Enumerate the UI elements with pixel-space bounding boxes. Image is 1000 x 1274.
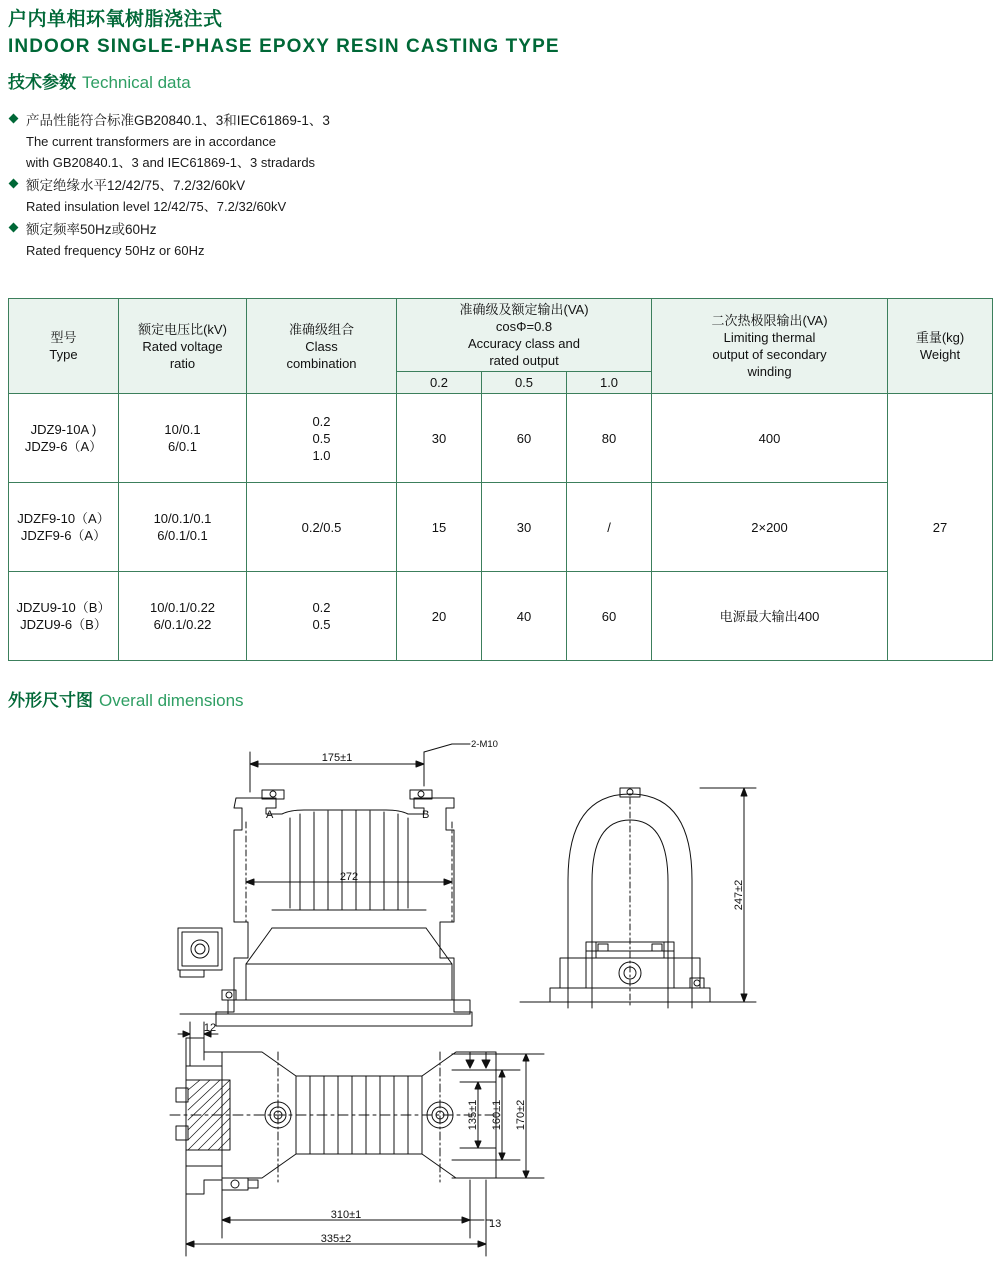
cell-class-line-2: 0.5 xyxy=(312,430,331,446)
cell-output-05: 30 xyxy=(482,483,567,572)
cell-type-line-1: JDZF9-10（A） xyxy=(17,511,110,526)
table-row xyxy=(9,394,993,483)
header-ratio-cn: 额定电压比(kV) xyxy=(138,321,227,337)
header-accuracy-cn: 准确级及额定输出(VA) xyxy=(459,302,589,317)
cell-output-05: 60 xyxy=(482,394,567,483)
dim-text-175: 175±1 xyxy=(321,752,353,764)
header-thermal-en-2: output of secondary xyxy=(712,347,827,362)
cell-class xyxy=(247,572,397,661)
bullet-label-cn: 产品性能符合标准GB20840.1、3和IEC61869-1、3 xyxy=(26,113,330,128)
cell-type xyxy=(9,572,119,661)
dim-text-13: 13 xyxy=(489,1218,502,1230)
header-weight-en: Weight xyxy=(919,347,961,362)
cell-output-10: 60 xyxy=(567,572,652,661)
dim-text-170: 170±2 xyxy=(515,1099,527,1131)
subheader-cell-05: 0.5 xyxy=(482,372,567,394)
header-class-en-1: Class xyxy=(305,338,338,354)
cell-ratio xyxy=(119,483,247,572)
section-heading-dimensions-cn: 外形尺寸图 xyxy=(8,691,93,710)
header-accuracy-en-1: Accuracy class and xyxy=(468,336,580,351)
section-heading-technical-data-cn: 技术参数 xyxy=(8,73,76,92)
page-title-cn: 户内单相环氧树脂浇注式 xyxy=(8,9,223,30)
cell-thermal: 2×200 xyxy=(652,483,888,572)
bullet-label-cn: 额定频率50Hz或60Hz xyxy=(26,222,157,237)
cell-type xyxy=(9,394,119,483)
dim-text-bolt: 2-M10 xyxy=(471,739,498,750)
bullet-item xyxy=(10,110,710,173)
header-thermal-en-3: winding xyxy=(747,364,792,379)
cell-type xyxy=(9,483,119,572)
cell-output-02: 20 xyxy=(397,572,482,661)
cell-ratio-line-1: 10/0.1/0.22 xyxy=(149,600,216,615)
specification-table xyxy=(8,298,993,661)
cell-ratio-line-1: 10/0.1/0.1 xyxy=(153,511,212,526)
header-cell-class xyxy=(247,299,397,394)
dim-text-135: 135±1 xyxy=(467,1099,479,1131)
header-accuracy-cos: cosΦ=0.8 xyxy=(495,319,553,334)
bullet-text-en-line: Rated insulation level 12/42/75、7.2/32/60kV xyxy=(26,199,287,214)
cell-output-02: 30 xyxy=(397,394,482,483)
bullet-text-cn xyxy=(10,175,710,196)
dimension-drawings-svg xyxy=(0,722,1000,1267)
table-row xyxy=(9,483,993,572)
bullet-text-en-line: Rated frequency 50Hz or 60Hz xyxy=(26,243,205,258)
header-thermal-en-1: Limiting thermal xyxy=(723,330,816,345)
header-class-cn: 准确级组合 xyxy=(288,321,354,337)
header-ratio-en-2: ratio xyxy=(169,355,196,371)
bullet-text-cn xyxy=(10,110,710,131)
dim-text-12: 12 xyxy=(203,1022,217,1034)
cell-type-line-1: JDZ9-10A ) xyxy=(30,422,97,437)
header-cell-type xyxy=(9,299,119,394)
diamond-bullet-icon xyxy=(9,114,19,124)
cell-ratio-line-1: 10/0.1 xyxy=(164,422,201,437)
dim-text-272: 272 xyxy=(339,871,359,883)
label-b: B xyxy=(422,809,430,821)
cell-class-line-1: 0.2 xyxy=(312,413,331,429)
section-heading-dimensions-en: Overall dimensions xyxy=(99,691,244,710)
header-class-en-2: combination xyxy=(286,355,357,371)
page-title-en: INDOOR SINGLE-PHASE EPOXY RESIN CASTING TYPE xyxy=(8,36,560,57)
cell-thermal: 电源最大输出400 xyxy=(652,572,888,661)
header-cell-weight xyxy=(888,299,993,394)
cell-class-line-3: 1.0 xyxy=(312,447,331,463)
bullet-text-cn xyxy=(10,219,710,240)
side-view-drawing xyxy=(520,788,756,1008)
table-header-row xyxy=(9,299,993,372)
cell-output-05: 40 xyxy=(482,572,567,661)
section-heading-overall-dimensions xyxy=(8,690,244,712)
header-weight-cn: 重量(kg) xyxy=(915,330,965,345)
cell-class xyxy=(247,394,397,483)
cell-type-line-1: JDZU9-10（B） xyxy=(16,600,111,615)
label-a: A xyxy=(266,809,274,821)
cell-type-line-2: JDZU9-6（B） xyxy=(20,617,107,632)
front-view-drawing xyxy=(178,744,472,1026)
cell-output-02: 15 xyxy=(397,483,482,572)
bullet-label-cn: 额定绝缘水平12/42/75、7.2/32/60kV xyxy=(26,178,246,193)
dim-text-160: 160±1 xyxy=(491,1099,503,1131)
cell-ratio xyxy=(119,572,247,661)
header-accuracy-en-2: rated output xyxy=(489,353,559,368)
header-thermal-cn: 二次热极限输出(VA) xyxy=(711,313,828,328)
cell-type-line-2: JDZ9-6（A） xyxy=(24,439,103,454)
header-type-en: Type xyxy=(49,347,78,362)
header-cell-accuracy xyxy=(397,299,652,372)
cell-type-line-2: JDZF9-6（A） xyxy=(20,528,107,543)
bullet-item xyxy=(10,175,710,217)
dim-text-335: 335±2 xyxy=(320,1233,352,1245)
header-ratio-en-1: Rated voltage xyxy=(142,338,223,354)
cell-class-line-1: 0.2 xyxy=(312,600,331,615)
dim-text-310: 310±1 xyxy=(330,1209,362,1221)
cell-thermal: 400 xyxy=(652,394,888,483)
bullet-item xyxy=(10,219,710,261)
cell-output-10: 80 xyxy=(567,394,652,483)
table-row xyxy=(9,572,993,661)
technical-bullet-list xyxy=(10,110,710,263)
specification-table-wrapper xyxy=(8,298,992,661)
header-cell-thermal xyxy=(652,299,888,394)
diamond-bullet-icon xyxy=(9,223,19,233)
header-type-cn: 型号 xyxy=(50,330,77,345)
dim-text-247: 247±2 xyxy=(733,879,745,911)
document-header xyxy=(8,8,968,60)
dimension-drawings xyxy=(0,722,1000,1267)
cell-class: 0.2/0.5 xyxy=(247,483,397,572)
section-heading-technical-data xyxy=(8,72,191,94)
cell-class-line-2: 0.5 xyxy=(312,617,331,632)
cell-ratio xyxy=(119,394,247,483)
cell-ratio-line-2: 6/0.1/0.1 xyxy=(157,528,208,543)
section-heading-technical-data-en: Technical data xyxy=(82,73,191,92)
subheader-cell-10: 1.0 xyxy=(567,372,652,394)
cell-ratio-line-2: 6/0.1 xyxy=(168,439,197,454)
subheader-cell-02: 0.2 xyxy=(397,372,482,394)
diamond-bullet-icon xyxy=(9,179,19,189)
cell-ratio-line-2: 6/0.1/0.22 xyxy=(153,617,212,632)
bullet-text-en-line: The current transformers are in accordance xyxy=(26,134,276,149)
cell-output-10: / xyxy=(567,483,652,572)
cell-weight: 27 xyxy=(888,394,993,661)
header-cell-ratio xyxy=(119,299,247,394)
bullet-text-en-line: with GB20840.1、3 and IEC61869-1、3 stradards xyxy=(26,155,316,170)
